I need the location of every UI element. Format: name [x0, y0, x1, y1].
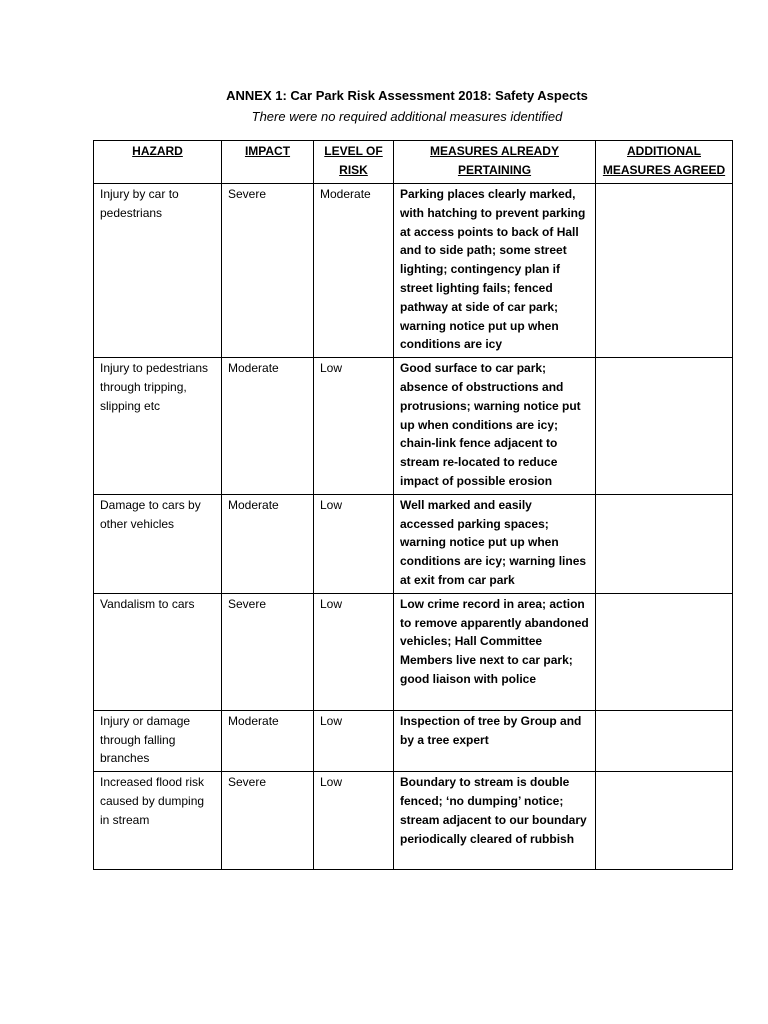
table-header-row [94, 141, 733, 184]
level-of-risk-cell: Low [314, 358, 394, 495]
header-additional-measures-agreed: ADDITIONAL MEASURES AGREED [596, 141, 733, 184]
header-level-of-risk: LEVEL OF RISK [314, 141, 394, 184]
additional-measures-cell [596, 184, 733, 358]
document-title: ANNEX 1: Car Park Risk Assessment 2018: Safety Aspects [226, 88, 588, 103]
hazard-cell: Injury by car to pedestrians [94, 184, 222, 358]
impact-cell: Severe [222, 593, 314, 710]
table-row [94, 772, 733, 870]
measures-cell: Boundary to stream is double fenced; ‘no dumping’ notice; stream adjacent to our boundary periodically cleared of rubbish [394, 772, 596, 870]
impact-cell: Moderate [222, 358, 314, 495]
additional-measures-cell [596, 358, 733, 495]
hazard-cell: Damage to cars by other vehicles [94, 494, 222, 593]
level-of-risk-cell: Low [314, 772, 394, 870]
impact-cell: Severe [222, 184, 314, 358]
table-row [94, 358, 733, 495]
table-row [94, 494, 733, 593]
document-subtitle: There were no required additional measures identified [251, 109, 563, 124]
level-of-risk-cell: Low [314, 710, 394, 771]
impact-cell: Moderate [222, 710, 314, 771]
hazard-cell: Increased flood risk caused by dumping in stream [94, 772, 222, 870]
additional-measures-cell [596, 710, 733, 771]
measures-cell: Parking places clearly marked, with hatching to prevent parking at access points to back of Hall and to side path; some street lighting; contingency plan if street lighting fails; fenced pathway at side of car park; warning notice put up when conditions are icy [394, 184, 596, 358]
additional-measures-cell [596, 494, 733, 593]
measures-cell: Low crime record in area; action to remove apparently abandoned vehicles; Hall Committee Members live next to car park; good liaison with police [394, 593, 596, 710]
table-row [94, 710, 733, 771]
hazard-cell: Injury to pedestrians through tripping, slipping etc [94, 358, 222, 495]
impact-cell: Moderate [222, 494, 314, 593]
table-row [94, 593, 733, 710]
level-of-risk-cell: Low [314, 593, 394, 710]
hazard-cell: Vandalism to cars [94, 593, 222, 710]
level-of-risk-cell: Moderate [314, 184, 394, 358]
risk-assessment-table [93, 140, 733, 870]
measures-cell: Inspection of tree by Group and by a tree expert [394, 710, 596, 771]
level-of-risk-cell: Low [314, 494, 394, 593]
additional-measures-cell [596, 772, 733, 870]
table-row [94, 184, 733, 358]
impact-cell: Severe [222, 772, 314, 870]
measures-cell: Good surface to car park; absence of obstructions and protrusions; warning notice put up when conditions are icy; chain-link fence adjacent to stream re-located to reduce impact of possible erosion [394, 358, 596, 495]
additional-measures-cell [596, 593, 733, 710]
header-hazard: HAZARD [94, 141, 222, 184]
hazard-cell: Injury or damage through falling branches [94, 710, 222, 771]
header-measures-already-pertaining: MEASURES ALREADY PERTAINING [394, 141, 596, 184]
header-impact: IMPACT [222, 141, 314, 184]
measures-cell: Well marked and easily accessed parking spaces; warning notice put up when conditions are icy; warning lines at exit from car park [394, 494, 596, 593]
